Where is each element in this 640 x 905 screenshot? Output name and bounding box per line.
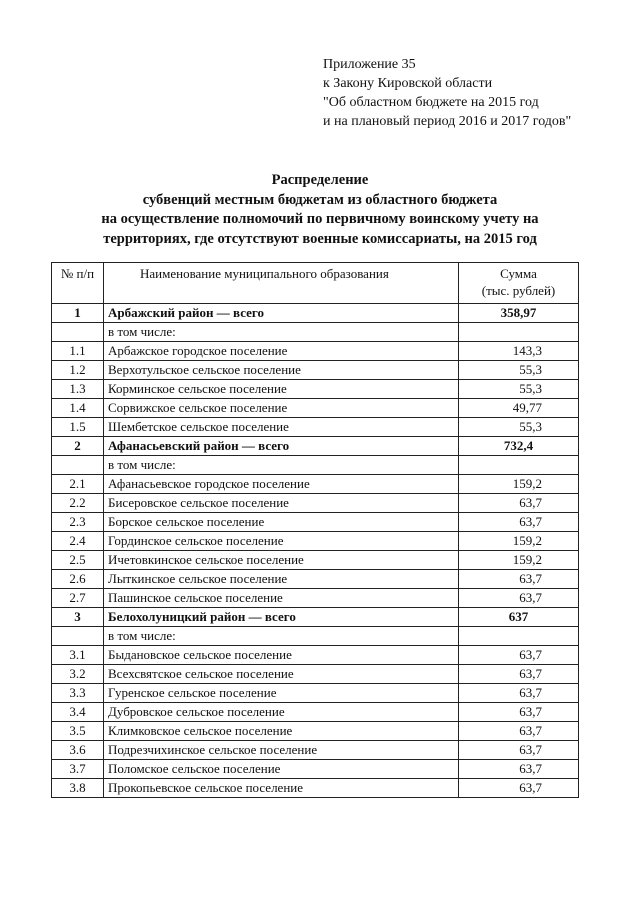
table-body — [52, 304, 579, 798]
row-name: Лыткинское сельское поселение — [104, 570, 459, 589]
row-name: Корминское сельское поселение — [104, 380, 459, 399]
row-number: 2.6 — [52, 570, 104, 589]
table-row — [52, 342, 579, 361]
document-title — [40, 171, 600, 249]
row-sum: 63,7 — [459, 570, 579, 589]
row-number: 3.7 — [52, 760, 104, 779]
appendix-header — [323, 55, 571, 131]
row-name: Быдановское сельское поселение — [104, 646, 459, 665]
table-row — [52, 418, 579, 437]
title-line: территориях, где отсутствуют военные комиссариаты, на 2015 год — [103, 230, 537, 247]
title-line: субвенций местным бюджетам из областного бюджета — [142, 191, 498, 208]
row-number: 1.3 — [52, 380, 104, 399]
header-sum-unit: (тыс. рублей) — [481, 283, 556, 298]
row-number: 1 — [52, 304, 104, 323]
table-row — [52, 646, 579, 665]
subheading-row — [52, 627, 579, 646]
row-sum — [459, 456, 579, 475]
row-name: Афанасьевский район — всего — [104, 437, 459, 456]
row-sum: 732,4 — [459, 437, 579, 456]
district-total-row — [52, 304, 579, 323]
row-number: 2.3 — [52, 513, 104, 532]
row-sum: 159,2 — [459, 532, 579, 551]
row-name: Ичетовкинское сельское поселение — [104, 551, 459, 570]
row-number — [52, 323, 104, 342]
row-sum: 358,97 — [459, 304, 579, 323]
row-name: в том числе: — [104, 456, 459, 475]
row-name: Сорвижское сельское поселение — [104, 399, 459, 418]
table-row — [52, 475, 579, 494]
row-number: 2.2 — [52, 494, 104, 513]
table-row — [52, 532, 579, 551]
row-name: Верхотульское сельское поселение — [104, 361, 459, 380]
row-sum: 159,2 — [459, 551, 579, 570]
row-name: в том числе: — [104, 323, 459, 342]
row-sum: 159,2 — [459, 475, 579, 494]
row-number: 2.7 — [52, 589, 104, 608]
row-name: Арбажский район — всего — [104, 304, 459, 323]
table-row — [52, 779, 579, 798]
table-header-row — [52, 263, 579, 304]
row-sum: 63,7 — [459, 741, 579, 760]
row-name: Гуренское сельское поселение — [104, 684, 459, 703]
row-name: Климковское сельское поселение — [104, 722, 459, 741]
row-name: Афанасьевское городское поселение — [104, 475, 459, 494]
row-name: Борское сельское поселение — [104, 513, 459, 532]
row-number: 1.5 — [52, 418, 104, 437]
row-name: Белохолуницкий район — всего — [104, 608, 459, 627]
row-number — [52, 456, 104, 475]
row-sum: 143,3 — [459, 342, 579, 361]
row-name: Поломское сельское поселение — [104, 760, 459, 779]
row-number: 1.2 — [52, 361, 104, 380]
row-number: 3.4 — [52, 703, 104, 722]
title-line: Распределение — [271, 172, 369, 188]
row-sum: 63,7 — [459, 760, 579, 779]
row-name: Арбажское городское поселение — [104, 342, 459, 361]
row-name: Шембетское сельское поселение — [104, 418, 459, 437]
row-number: 3.8 — [52, 779, 104, 798]
row-sum: 63,7 — [459, 494, 579, 513]
table-row — [52, 380, 579, 399]
row-number: 2.4 — [52, 532, 104, 551]
row-number: 1.4 — [52, 399, 104, 418]
header-sum — [459, 263, 579, 304]
header-sum-title: Сумма — [500, 266, 537, 281]
row-number: 3.2 — [52, 665, 104, 684]
table-row — [52, 741, 579, 760]
row-name: Пашинское сельское поселение — [104, 589, 459, 608]
subheading-row — [52, 456, 579, 475]
table-row — [52, 703, 579, 722]
table-row — [52, 513, 579, 532]
title-line: на осуществление полномочий по первичному воинскому учету на — [101, 211, 539, 227]
table-row — [52, 684, 579, 703]
row-sum: 637 — [459, 608, 579, 627]
row-sum: 55,3 — [459, 418, 579, 437]
appendix-line: "Об областном бюджете на 2015 год — [323, 95, 539, 110]
row-name: Гординское сельское поселение — [104, 532, 459, 551]
table-row — [52, 722, 579, 741]
appendix-line: и на плановый период 2016 и 2017 годов" — [323, 114, 572, 129]
row-number: 3.5 — [52, 722, 104, 741]
table-row — [52, 570, 579, 589]
row-sum: 55,3 — [459, 361, 579, 380]
row-sum: 63,7 — [459, 665, 579, 684]
row-name: Прокопьевское сельское поселение — [104, 779, 459, 798]
row-name: в том числе: — [104, 627, 459, 646]
row-sum: 63,7 — [459, 589, 579, 608]
table-row — [52, 399, 579, 418]
row-number: 2.5 — [52, 551, 104, 570]
row-sum: 63,7 — [459, 513, 579, 532]
row-sum: 63,7 — [459, 703, 579, 722]
header-name: Наименование муниципального образования — [104, 263, 459, 304]
row-sum: 63,7 — [459, 684, 579, 703]
table-row — [52, 760, 579, 779]
table-row — [52, 589, 579, 608]
table-row — [52, 551, 579, 570]
row-sum: 63,7 — [459, 722, 579, 741]
row-name: Всехсвятское сельское поселение — [104, 665, 459, 684]
row-sum: 55,3 — [459, 380, 579, 399]
row-sum: 63,7 — [459, 646, 579, 665]
row-number: 3.3 — [52, 684, 104, 703]
row-sum: 49,77 — [459, 399, 579, 418]
row-sum: 63,7 — [459, 779, 579, 798]
row-sum — [459, 323, 579, 342]
row-number: 2 — [52, 437, 104, 456]
row-number: 3 — [52, 608, 104, 627]
row-number: 3.6 — [52, 741, 104, 760]
appendix-line: Приложение 35 — [323, 57, 416, 72]
header-number: № п/п — [52, 263, 104, 304]
appendix-line: к Закону Кировской области — [323, 76, 493, 91]
row-number — [52, 627, 104, 646]
district-total-row — [52, 437, 579, 456]
row-sum — [459, 627, 579, 646]
distribution-table — [51, 262, 579, 798]
row-number: 3.1 — [52, 646, 104, 665]
table-row — [52, 494, 579, 513]
row-name: Дубровское сельское поселение — [104, 703, 459, 722]
row-name: Подрезчихинское сельское поселение — [104, 741, 459, 760]
table-row — [52, 361, 579, 380]
district-total-row — [52, 608, 579, 627]
table-row — [52, 665, 579, 684]
row-number: 2.1 — [52, 475, 104, 494]
subheading-row — [52, 323, 579, 342]
row-number: 1.1 — [52, 342, 104, 361]
row-name: Бисеровское сельское поселение — [104, 494, 459, 513]
